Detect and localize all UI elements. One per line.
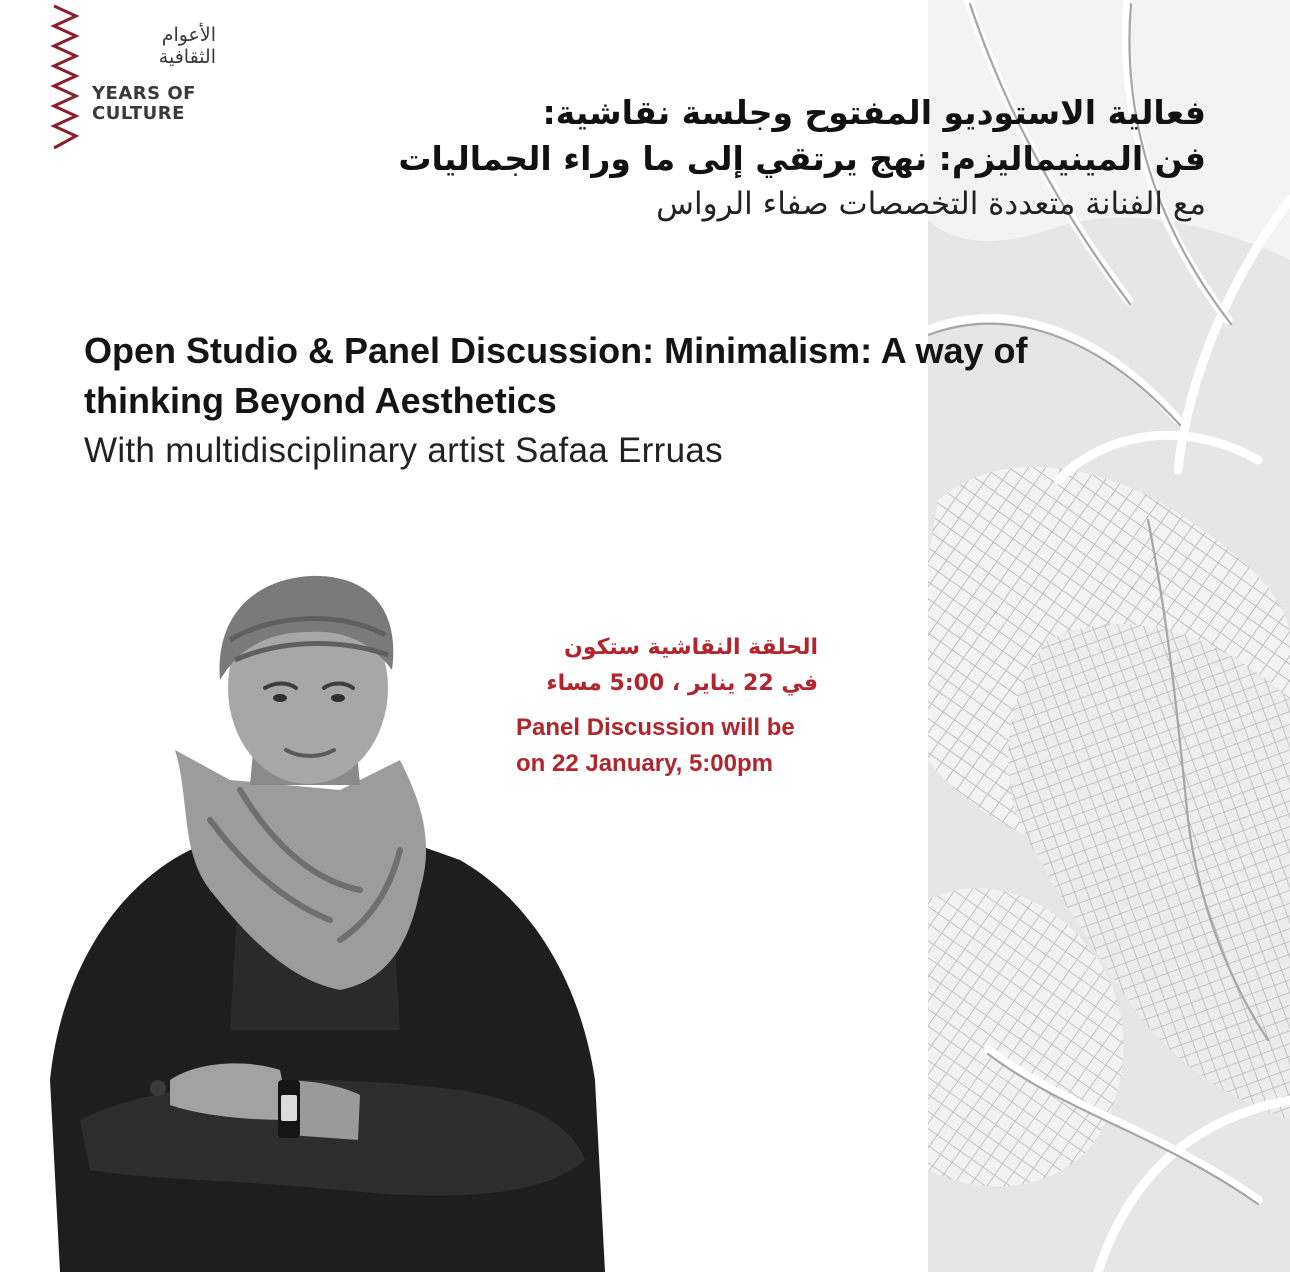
- schedule-english-line2: on 22 January, 5:00pm: [516, 750, 773, 777]
- logo-arabic-line2: الثقافية: [158, 46, 216, 68]
- logo-english-line2: CULTURE: [92, 103, 185, 124]
- zigzag-logo-icon: [50, 2, 80, 152]
- years-of-culture-logo: [50, 2, 220, 152]
- schedule-arabic-line1: الحلقة النقاشية ستكون: [564, 635, 818, 660]
- schedule-arabic: [516, 630, 818, 702]
- english-heading: [84, 326, 1144, 476]
- logo-arabic-line1: الأعوام: [161, 24, 216, 46]
- arabic-title-line1: فعالية الاستوديو المفتوح وجلسة نقاشية:: [542, 93, 1206, 132]
- arabic-subtitle: مع الفنانة متعددة التخصصات صفاء الرواس: [656, 186, 1206, 222]
- schedule-arabic-line2: في 22 يناير ، 5:00 مساء: [546, 671, 818, 696]
- english-subtitle: With multidisciplinary artist Safaa Erruas: [84, 431, 723, 470]
- logo-english-line1: YEARS OF: [92, 83, 196, 104]
- english-title-line1: Open Studio & Panel Discussion: Minimalism: A way of: [84, 330, 1028, 371]
- schedule-english-line1: Panel Discussion will be: [516, 714, 795, 741]
- arabic-title-line2: فن المينيماليزم: نهج يرتقي إلى ما وراء الجماليات: [398, 139, 1206, 178]
- english-title-line2: thinking Beyond Aesthetics: [84, 380, 557, 421]
- logo-english-text: [92, 84, 196, 124]
- logo-arabic-text: [90, 24, 216, 68]
- schedule-info: [516, 630, 846, 782]
- schedule-english: [516, 710, 846, 782]
- arabic-heading: [326, 90, 1206, 226]
